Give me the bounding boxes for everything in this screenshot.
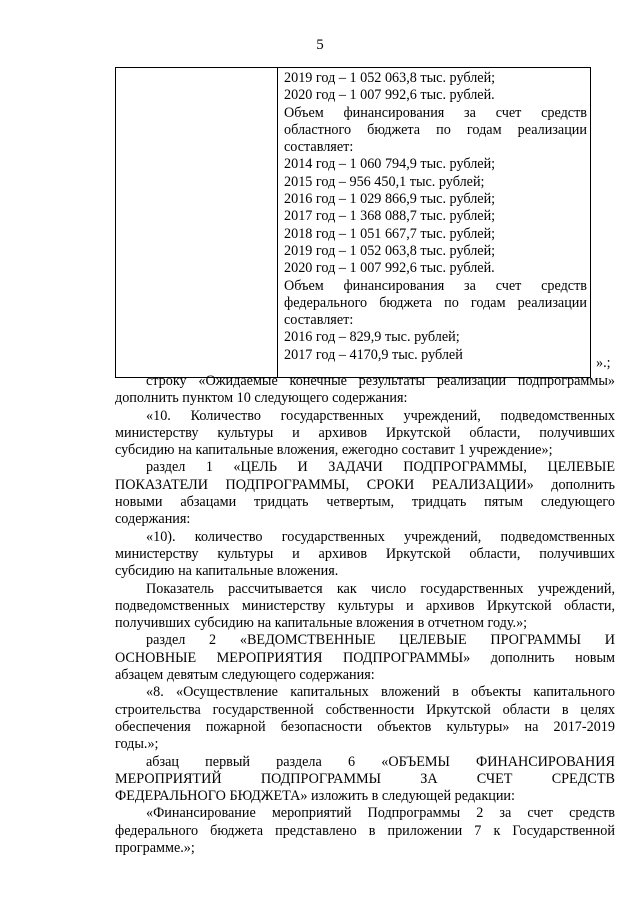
paragraph-line: годы.»; xyxy=(115,736,159,753)
paragraph-line: «10. Количество государственных учреждений, подведомственных xyxy=(146,407,615,424)
paragraph-line: «10). количество государственных учреждений, подведомственных xyxy=(146,528,615,545)
table-line: областного бюджета по годам реализации xyxy=(284,121,587,138)
table-line: 2015 год – 956 450,1 тыс. рублей; xyxy=(284,173,485,190)
table-column-divider xyxy=(277,68,278,377)
paragraph-line: дополнить пунктом 10 следующего содержания: xyxy=(115,390,408,407)
paragraph-line: ФЕДЕРАЛЬНОГО БЮДЖЕТА» изложить в следующей редакции: xyxy=(115,788,515,805)
paragraph-line: абзацем девятым следующего содержания: xyxy=(115,667,375,684)
table-line: 2018 год – 1 051 667,7 тыс. рублей; xyxy=(284,225,496,242)
table-line: 2019 год – 1 052 063,8 тыс. рублей; xyxy=(284,242,496,259)
table-line: 2016 год – 1 029 866,9 тыс. рублей; xyxy=(284,191,496,208)
paragraph-line: министерству культуры и архивов Иркутской области, получивших xyxy=(115,424,615,441)
paragraph-line: строку «Ожидаемые конечные результаты реализации подпрограммы» xyxy=(146,373,615,389)
paragraph-line: ПОКАЗАТЕЛИ ПОДПРОГРАММЫ, СРОКИ РЕАЛИЗАЦИИ» дополнить xyxy=(115,476,615,493)
table-line: составляет: xyxy=(284,312,354,329)
paragraph-line: получивших субсидию на капитальные вложения в отчетном году.»; xyxy=(115,615,528,632)
paragraph-line: ОСНОВНЫЕ МЕРОПРИЯТИЯ ПОДПРОГРАММЫ» дополнить новым xyxy=(115,649,615,666)
paragraph-line: содержания: xyxy=(115,511,191,528)
paragraph-line: раздел 2 «ВЕДОМСТВЕННЫЕ ЦЕЛЕВЫЕ ПРОГРАММЫ И xyxy=(146,632,615,649)
paragraph-line: обеспечения пожарной безопасности объектов культуры» на 2017-2019 xyxy=(115,718,615,735)
paragraph-line: новыми абзацами тридцать четвертым, тридцать пятым следующего xyxy=(115,494,615,511)
table-line: 2020 год – 1 007 992,6 тыс. рублей. xyxy=(284,87,495,104)
paragraph-line: федерального бюджета представлено в приложении 7 к Государственной xyxy=(115,822,615,839)
paragraph-line: абзац первый раздела 6 «ОБЪЕМЫ ФИНАНСИРОВАНИЯ xyxy=(146,753,615,770)
paragraph-line: субсидию на капитальные вложения, ежегодно составит 1 учреждение»; xyxy=(115,442,553,459)
paragraph-line: «Финансирование мероприятий Подпрограммы 2 за счет средств xyxy=(146,805,615,822)
table-line: 2017 год – 4170,9 тыс. рублей xyxy=(284,346,463,363)
paragraph-line: министерству культуры и архивов Иркутской области, получивших xyxy=(115,545,615,562)
paragraph-line: субсидию на капитальные вложения. xyxy=(115,563,339,580)
paragraph-line: «8. «Осуществление капитальных вложений в объекты капитального xyxy=(146,684,615,701)
table-line: Объем финансирования за счет средств xyxy=(284,104,587,121)
paragraph-line: Показатель рассчитывается как число государственных учреждений, xyxy=(146,580,615,597)
paragraph-line: программе.»; xyxy=(115,840,195,857)
table-line: 2016 год – 829,9 тыс. рублей; xyxy=(284,329,460,346)
paragraph-line: строительства государственной собственности Иркутской области в целях xyxy=(115,701,615,718)
table-line: федерального бюджета по годам реализации xyxy=(284,294,587,311)
table-line: 2017 год – 1 368 088,7 тыс. рублей; xyxy=(284,208,496,225)
table-line: Объем финансирования за счет средств xyxy=(284,277,587,294)
financing-table xyxy=(115,67,591,378)
financing-cell xyxy=(284,70,587,364)
paragraph-line: МЕРОПРИЯТИЙ ПОДПРОГРАММЫ ЗА СЧЕТ СРЕДСТВ xyxy=(115,770,615,787)
table-line: 2014 год – 1 060 794,9 тыс. рублей; xyxy=(284,156,496,173)
paragraph-line: раздел 1 «ЦЕЛЬ И ЗАДАЧИ ПОДПРОГРАММЫ, ЦЕЛЕВЫЕ xyxy=(146,459,615,476)
page-number: 5 xyxy=(316,37,324,53)
document-body xyxy=(115,373,615,857)
table-line: составляет: xyxy=(284,139,354,156)
table-line: 2019 год – 1 052 063,8 тыс. рублей; xyxy=(284,70,496,86)
table-closing-quote: ».; xyxy=(596,355,611,371)
paragraph-line: подведомственных министерству культуры и архивов Иркутской области, xyxy=(115,597,615,614)
table-line: 2020 год – 1 007 992,6 тыс. рублей. xyxy=(284,260,495,277)
